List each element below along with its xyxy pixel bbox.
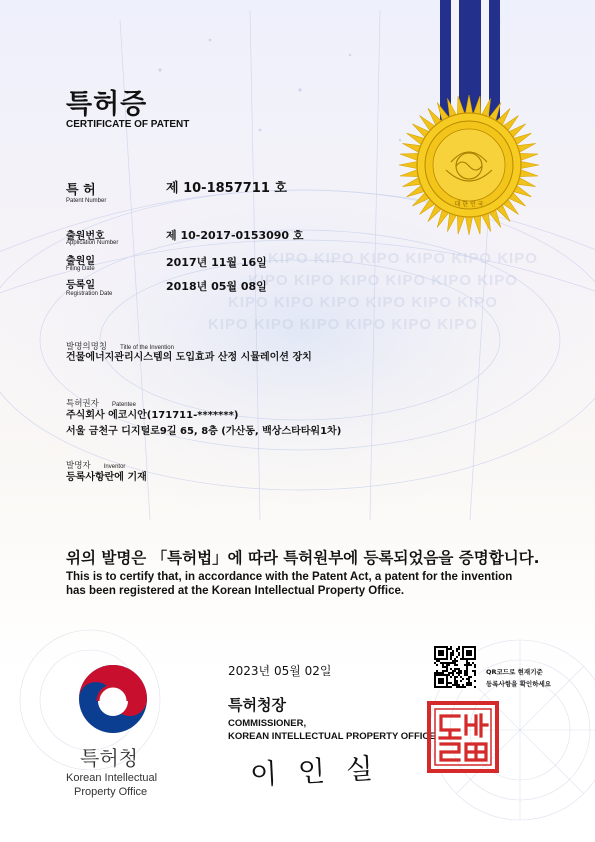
qr-cell xyxy=(458,648,460,650)
qr-cell xyxy=(474,658,476,660)
qr-cell xyxy=(466,650,468,652)
qr-cell xyxy=(466,660,468,662)
qr-cell xyxy=(438,686,440,688)
qr-cell xyxy=(434,656,436,658)
qr-code xyxy=(432,644,478,690)
qr-cell xyxy=(444,674,446,676)
qr-cell xyxy=(450,686,452,688)
qr-cell xyxy=(454,668,456,670)
qr-cell xyxy=(448,664,450,666)
qr-cell xyxy=(456,650,458,652)
qr-caption-line2: 등록사항을 확인하세요 xyxy=(486,680,552,688)
qr-cell xyxy=(456,676,458,678)
qr-cell xyxy=(448,686,450,688)
qr-cell xyxy=(470,658,472,660)
qr-cell xyxy=(438,646,440,648)
qr-cell xyxy=(434,650,436,652)
qr-cell xyxy=(442,678,444,680)
qr-cell xyxy=(446,648,448,650)
qr-cell xyxy=(442,650,444,652)
qr-cell xyxy=(454,670,456,672)
qr-cell xyxy=(468,684,470,686)
qr-cell xyxy=(458,674,460,676)
qr-cell xyxy=(462,646,464,648)
qr-cell xyxy=(452,684,454,686)
document-subtitle: CERTIFICATE OF PATENT xyxy=(66,119,190,130)
qr-cell xyxy=(466,670,468,672)
qr-cell xyxy=(450,662,452,664)
qr-cell xyxy=(474,672,476,674)
qr-cell xyxy=(438,680,440,682)
qr-cell xyxy=(454,664,456,666)
qr-cell xyxy=(456,682,458,684)
qr-cell xyxy=(474,670,476,672)
qr-cell xyxy=(446,670,448,672)
qr-cell xyxy=(472,658,474,660)
qr-cell xyxy=(446,664,448,666)
qr-cell xyxy=(434,646,436,648)
qr-cell xyxy=(444,662,446,664)
qr-cell xyxy=(460,680,462,682)
application-number-label-en: Application Number xyxy=(66,240,119,246)
qr-cell xyxy=(468,652,470,654)
qr-cell xyxy=(462,650,464,652)
qr-cell xyxy=(442,682,444,684)
qr-cell xyxy=(468,650,470,652)
patentee-label-en: Patentee xyxy=(111,402,136,408)
qr-cell xyxy=(434,674,436,676)
qr-cell xyxy=(472,646,474,648)
qr-cell xyxy=(464,658,466,660)
qr-cell xyxy=(434,676,436,678)
qr-cell xyxy=(466,666,468,668)
qr-cell xyxy=(464,646,466,648)
qr-cell xyxy=(442,658,444,660)
qr-cell xyxy=(466,652,468,654)
watermark-text: KIPO KIPO KIPO KIPO KIPO KIPO xyxy=(228,294,498,311)
qr-cell xyxy=(468,680,470,682)
qr-cell xyxy=(442,646,444,648)
qr-caption-line1: QR코드로 현재기준 xyxy=(486,668,543,676)
qr-cell xyxy=(442,672,444,674)
qr-cell xyxy=(456,656,458,658)
seal-ray xyxy=(399,161,419,169)
qr-cell xyxy=(472,670,474,672)
qr-cell xyxy=(442,652,444,654)
qr-cell xyxy=(446,654,448,656)
office-name-en-line2: Property Office xyxy=(74,786,148,798)
qr-cell xyxy=(440,654,442,656)
qr-cell xyxy=(446,658,448,660)
qr-cell xyxy=(470,652,472,654)
qr-cell xyxy=(440,674,442,676)
qr-cell xyxy=(470,684,472,686)
qr-cell xyxy=(456,672,458,674)
qr-cell xyxy=(466,682,468,684)
qr-cell xyxy=(434,648,436,650)
qr-cell xyxy=(474,686,476,688)
seal-ray xyxy=(519,161,539,169)
qr-cell xyxy=(460,686,462,688)
qr-cell xyxy=(462,648,464,650)
seal-ray xyxy=(465,95,473,115)
qr-cell xyxy=(442,654,444,656)
qr-cell xyxy=(470,646,472,648)
inventor-label: 발명자 xyxy=(66,461,91,471)
qr-cell xyxy=(474,680,476,682)
qr-cell xyxy=(444,686,446,688)
qr-cell xyxy=(448,648,450,650)
qr-cell xyxy=(466,646,468,648)
qr-cell xyxy=(466,672,468,674)
qr-cell xyxy=(442,662,444,664)
qr-cell xyxy=(474,664,476,666)
qr-cell xyxy=(462,686,464,688)
qr-cell xyxy=(454,684,456,686)
qr-cell xyxy=(466,668,468,670)
qr-cell xyxy=(442,674,444,676)
qr-cell xyxy=(464,664,466,666)
qr-cell xyxy=(450,682,452,684)
watermark-text: KIPO KIPO KIPO KIPO KIPO KIPO xyxy=(248,272,518,289)
qr-cell xyxy=(450,668,452,670)
qr-cell xyxy=(446,686,448,688)
qr-cell xyxy=(436,646,438,648)
qr-cell xyxy=(452,670,454,672)
qr-cell xyxy=(460,676,462,678)
invention-title-label-en: Title of the Invention xyxy=(120,345,174,351)
qr-cell xyxy=(440,686,442,688)
qr-cell xyxy=(454,676,456,678)
qr-cell xyxy=(474,654,476,656)
qr-cell xyxy=(434,672,436,674)
qr-cell xyxy=(454,680,456,682)
qr-cell xyxy=(438,674,440,676)
qr-cell xyxy=(458,646,460,648)
qr-cell xyxy=(452,672,454,674)
qr-cell xyxy=(438,660,440,662)
issue-date: 2023년 05월 02일 xyxy=(228,664,332,678)
qr-cell xyxy=(452,650,454,652)
qr-cell xyxy=(468,678,470,680)
qr-cell xyxy=(436,658,438,660)
qr-cell xyxy=(466,678,468,680)
qr-cell xyxy=(470,676,472,678)
qr-cell xyxy=(468,676,470,678)
qr-cell xyxy=(468,654,470,656)
qr-cell xyxy=(454,682,456,684)
qr-cell xyxy=(442,670,444,672)
qr-cell xyxy=(458,668,460,670)
patent-number-label: 특 허 xyxy=(66,183,96,198)
registration-date-label: 등록일 xyxy=(66,280,95,291)
qr-cell xyxy=(440,672,442,674)
qr-cell xyxy=(460,672,462,674)
qr-cell xyxy=(458,684,460,686)
qr-cell xyxy=(440,682,442,684)
qr-cell xyxy=(436,670,438,672)
watermark-text: KIPO KIPO KIPO KIPO KIPO KIPO xyxy=(208,316,478,333)
office-name-en-line1: Korean Intellectual xyxy=(66,772,158,784)
qr-cell xyxy=(434,686,436,688)
qr-cell xyxy=(448,672,450,674)
qr-cell xyxy=(462,678,464,680)
qr-cell xyxy=(448,674,450,676)
qr-cell xyxy=(446,650,448,652)
qr-cell xyxy=(444,646,446,648)
qr-cell xyxy=(452,652,454,654)
document-title: 특허증 xyxy=(66,89,148,120)
patent-number-label-en: Patent Number xyxy=(66,198,107,204)
qr-cell xyxy=(470,650,472,652)
qr-cell xyxy=(440,658,442,660)
qr-cell xyxy=(456,660,458,662)
qr-cell xyxy=(464,674,466,676)
qr-cell xyxy=(434,680,436,682)
qr-cell xyxy=(462,684,464,686)
qr-cell xyxy=(438,650,440,652)
watermark-text: KIPO KIPO KIPO KIPO KIPO KIPO xyxy=(268,250,538,267)
qr-cell xyxy=(462,658,464,660)
qr-cell xyxy=(464,670,466,672)
qr-cell xyxy=(440,662,442,664)
qr-cell xyxy=(448,662,450,664)
qr-cell xyxy=(470,664,472,666)
filing-date-value: 2017년 11월 16일 xyxy=(166,256,267,269)
qr-cell xyxy=(452,662,454,664)
qr-cell xyxy=(436,674,438,676)
qr-cell xyxy=(452,674,454,676)
qr-cell xyxy=(466,674,468,676)
commissioner-title-en-line1: COMMISSIONER, xyxy=(228,718,307,729)
qr-cell xyxy=(444,658,446,660)
qr-cell xyxy=(446,656,448,658)
qr-cell xyxy=(454,660,456,662)
patentee-name: 주식회사 에코시안(171711-*******) xyxy=(66,410,239,421)
qr-cell xyxy=(434,678,436,680)
qr-cell xyxy=(444,666,446,668)
filing-date-label: 출원일 xyxy=(66,256,95,267)
certification-statement-en-line2: has been registered at the Korean Intellectual Property Office. xyxy=(66,585,405,597)
application-number-label: 출원번호 xyxy=(66,231,105,242)
qr-cell xyxy=(454,662,456,664)
qr-cell xyxy=(446,684,448,686)
qr-cell xyxy=(446,674,448,676)
qr-cell xyxy=(442,664,444,666)
qr-cell xyxy=(470,682,472,684)
certification-statement-en-line1: This is to certify that, in accordance with the Patent Act, a patent for the invention xyxy=(66,571,513,583)
qr-cell xyxy=(442,666,444,668)
qr-cell xyxy=(472,662,474,664)
qr-cell xyxy=(456,668,458,670)
qr-cell xyxy=(438,682,440,684)
qr-cell xyxy=(436,686,438,688)
qr-cell xyxy=(448,682,450,684)
seal-emblem-text: 대 한 민 국 xyxy=(454,201,484,208)
registration-date-label-en: Registration Date xyxy=(66,291,113,297)
office-name-kr: 특허청 xyxy=(80,746,138,770)
qr-cell xyxy=(440,652,442,654)
qr-cell xyxy=(466,654,468,656)
qr-cell xyxy=(446,666,448,668)
qr-cell xyxy=(450,654,452,656)
qr-cell xyxy=(474,648,476,650)
qr-cell xyxy=(454,658,456,660)
qr-cell xyxy=(468,662,470,664)
qr-cell xyxy=(440,678,442,680)
qr-cell xyxy=(462,652,464,654)
qr-cell xyxy=(442,686,444,688)
qr-cell xyxy=(438,678,440,680)
qr-cell xyxy=(460,670,462,672)
qr-cell xyxy=(446,662,448,664)
certification-statement-kr: 위의 발명은 「특허법」에 따라 특허원부에 등록되었음을 증명합니다. xyxy=(66,549,540,567)
registration-date-value: 2018년 05월 08일 xyxy=(166,280,267,293)
commissioner-title-kr: 특허청장 xyxy=(228,696,286,714)
qr-cell xyxy=(462,656,464,658)
qr-cell xyxy=(464,672,466,674)
seal-ray xyxy=(465,215,473,235)
qr-cell xyxy=(450,676,452,678)
qr-cell xyxy=(474,656,476,658)
qr-cell xyxy=(440,646,442,648)
qr-cell xyxy=(450,646,452,648)
qr-cell xyxy=(458,654,460,656)
inventor-label-en: Inventor xyxy=(103,464,126,470)
qr-cell xyxy=(468,646,470,648)
commissioner-title-en-line2: KOREAN INTELLECTUAL PROPERTY OFFICE xyxy=(228,731,436,742)
qr-cell xyxy=(446,676,448,678)
qr-cell xyxy=(446,652,448,654)
qr-cell xyxy=(438,654,440,656)
qr-cell xyxy=(474,650,476,652)
qr-cell xyxy=(456,648,458,650)
qr-cell xyxy=(450,652,452,654)
qr-cell xyxy=(446,668,448,670)
qr-cell xyxy=(452,660,454,662)
patent-number-value: 제 10-1857711 호 xyxy=(166,181,287,196)
qr-cell xyxy=(434,684,436,686)
qr-cell xyxy=(468,664,470,666)
qr-cell xyxy=(464,686,466,688)
invention-title-value: 건물에너지관리시스템의 도입효과 산정 시뮬레이션 장치 xyxy=(66,352,312,363)
qr-cell xyxy=(450,672,452,674)
patentee-label: 특허권자 xyxy=(66,399,99,409)
qr-cell xyxy=(434,682,436,684)
qr-cell xyxy=(436,672,438,674)
qr-cell xyxy=(452,654,454,656)
qr-cell xyxy=(466,662,468,664)
qr-cell xyxy=(436,664,438,666)
qr-cell xyxy=(454,678,456,680)
qr-cell xyxy=(446,678,448,680)
qr-cell xyxy=(444,670,446,672)
qr-cell xyxy=(466,684,468,686)
inventor-value: 등록사항란에 기재 xyxy=(66,472,147,483)
qr-cell xyxy=(456,680,458,682)
qr-cell xyxy=(450,648,452,650)
qr-cell xyxy=(436,660,438,662)
qr-cell xyxy=(458,672,460,674)
qr-cell xyxy=(466,664,468,666)
invention-title-label: 발명의명칭 xyxy=(66,342,108,352)
qr-cell xyxy=(474,666,476,668)
qr-cell xyxy=(434,652,436,654)
qr-cell xyxy=(456,664,458,666)
qr-cell xyxy=(438,652,440,654)
qr-cell xyxy=(458,652,460,654)
kipo-taegeuk-logo xyxy=(74,660,152,738)
application-number-value: 제 10-2017-0153090 호 xyxy=(166,229,304,242)
qr-cell xyxy=(438,658,440,660)
qr-cell xyxy=(474,646,476,648)
qr-cell xyxy=(458,686,460,688)
qr-cell xyxy=(434,662,436,664)
filing-date-label-en: Filing Date xyxy=(66,266,95,272)
qr-cell xyxy=(466,658,468,660)
qr-cell xyxy=(434,658,436,660)
commissioner-signature: 이 인 실 xyxy=(249,751,380,792)
qr-cell xyxy=(446,682,448,684)
qr-cell xyxy=(440,680,442,682)
qr-cell xyxy=(470,654,472,656)
qr-cell xyxy=(450,658,452,660)
qr-cell xyxy=(442,680,444,682)
qr-cell xyxy=(474,652,476,654)
qr-cell xyxy=(440,650,442,652)
qr-cell xyxy=(446,680,448,682)
qr-cell xyxy=(438,672,440,674)
qr-cell xyxy=(456,686,458,688)
qr-cell xyxy=(462,654,464,656)
qr-cell xyxy=(446,646,448,648)
qr-cell xyxy=(468,658,470,660)
qr-cell xyxy=(474,674,476,676)
qr-cell xyxy=(468,682,470,684)
gold-seal xyxy=(396,92,542,238)
qr-cell xyxy=(434,654,436,656)
qr-cell xyxy=(450,656,452,658)
qr-cell xyxy=(460,658,462,660)
official-stamp xyxy=(426,700,500,774)
qr-cell xyxy=(458,670,460,672)
qr-cell xyxy=(456,684,458,686)
patentee-address: 서울 금천구 디지털로9길 65, 8층 (가산동, 백상스타타워1차) xyxy=(66,426,342,437)
